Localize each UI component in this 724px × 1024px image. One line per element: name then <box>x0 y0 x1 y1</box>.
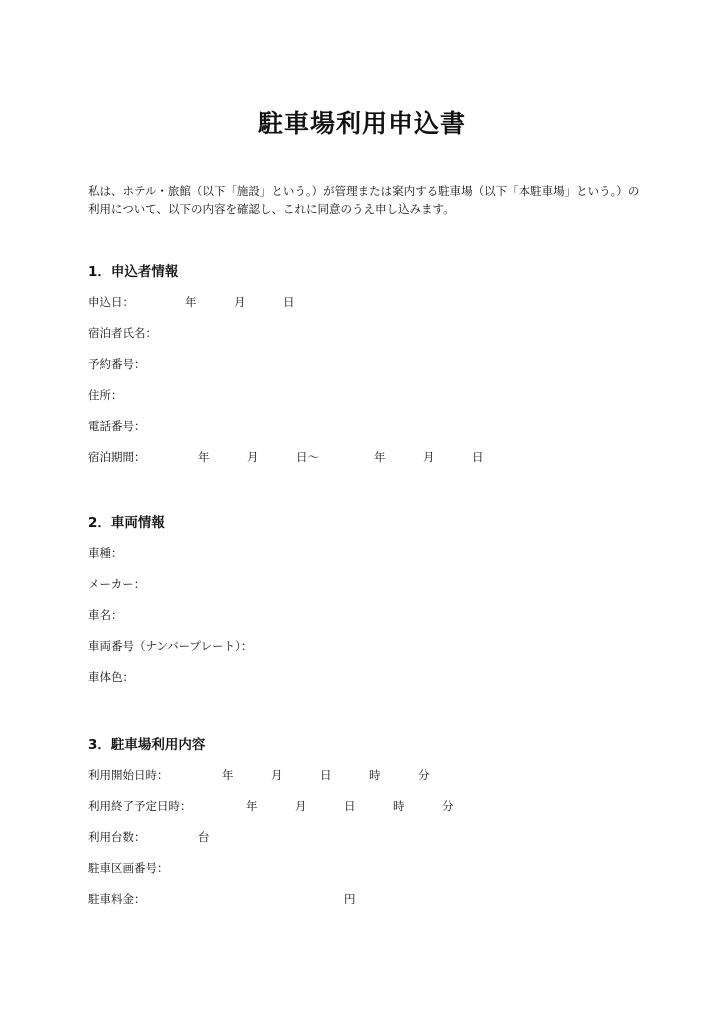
start-hour-unit: 時 <box>369 768 381 782</box>
end-day-unit: 日 <box>344 799 356 813</box>
vehicle-type-label: 車種： <box>88 546 123 560</box>
stay-period-label: 宿泊期間： <box>88 450 146 464</box>
application-date-month-unit: 月 <box>234 295 246 309</box>
stay-end-month-unit: 月 <box>423 450 435 464</box>
stay-end-year-unit: 年 <box>374 450 386 464</box>
car-name-label: 車名： <box>88 608 123 622</box>
application-date-year-unit: 年 <box>185 295 197 309</box>
parking-fee-label: 駐車料金： <box>88 892 146 906</box>
plate-number-label: 車両番号（ナンバープレート）： <box>88 639 253 653</box>
start-minute-unit: 分 <box>418 768 430 782</box>
vehicle-count-unit: 台 <box>198 830 210 844</box>
stay-start-year-unit: 年 <box>198 450 210 464</box>
stay-start-month-unit: 月 <box>247 450 259 464</box>
end-minute-unit: 分 <box>442 799 454 813</box>
phone-label: 電話番号： <box>88 419 146 433</box>
start-year-unit: 年 <box>222 768 234 782</box>
document-title: 駐車場利用申込書 <box>257 109 466 138</box>
address-label: 住所： <box>88 388 123 402</box>
start-datetime-label: 利用開始日時： <box>88 768 169 782</box>
application-date-label: 申込日： <box>88 295 134 309</box>
reservation-number-label: 予約番号： <box>88 357 146 371</box>
start-day-unit: 日 <box>320 768 332 782</box>
end-month-unit: 月 <box>295 799 307 813</box>
end-datetime-label: 利用終了予定日時： <box>88 799 192 813</box>
section-heading-applicant: 1．申込者情報 <box>88 264 179 280</box>
maker-label: メーカー： <box>88 577 146 591</box>
start-month-unit: 月 <box>271 768 283 782</box>
stay-start-day-unit: 日～ <box>296 450 319 464</box>
parking-space-label: 駐車区画番号： <box>88 861 169 875</box>
vehicle-count-label: 利用台数： <box>88 830 146 844</box>
intro-paragraph: 私は、ホテル・旅館（以下「施設」という。）が管理または案内する駐車場（以下「本駐車場」という。）の利用について、以下の内容を確認し、これに同意のうえ申し込みます。 <box>88 184 640 216</box>
body-color-label: 車体色： <box>88 670 134 684</box>
section-heading-parking-usage: 3．駐車場利用内容 <box>88 737 206 753</box>
guest-name-label: 宿泊者氏名： <box>88 326 157 340</box>
end-year-unit: 年 <box>246 799 258 813</box>
stay-end-day-unit: 日 <box>472 450 484 464</box>
end-hour-unit: 時 <box>393 799 405 813</box>
parking-fee-unit: 円 <box>344 892 356 906</box>
application-date-day-unit: 日 <box>283 295 295 309</box>
section-heading-vehicle: 2．車両情報 <box>88 515 165 531</box>
